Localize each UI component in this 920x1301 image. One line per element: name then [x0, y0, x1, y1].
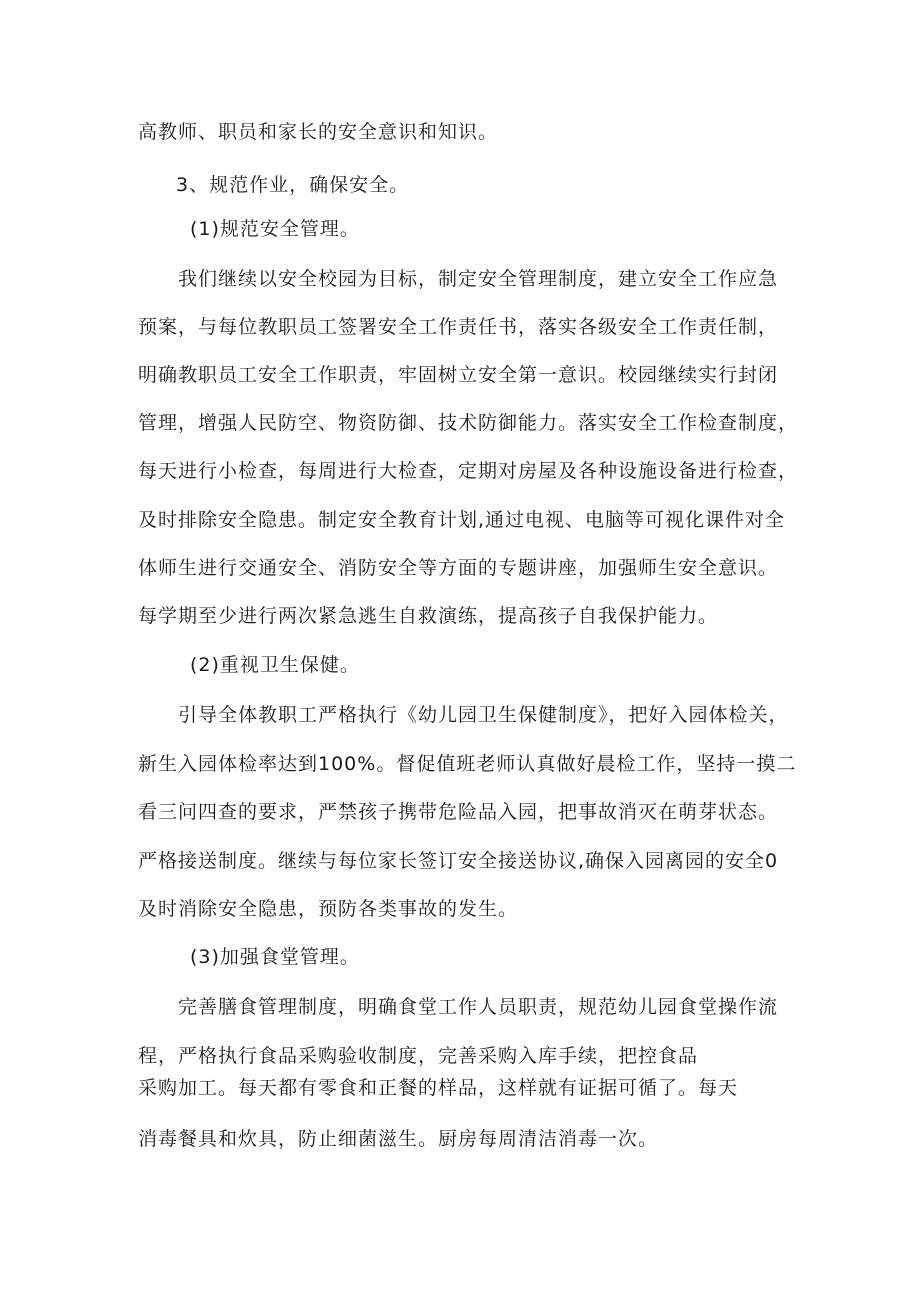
paragraph-line: 严格接送制度。继续与每位家长签订安全接送协议,确保入园离园的安全0 — [138, 850, 779, 872]
subsection-heading: (1)规范安全管理。 — [190, 218, 360, 240]
paragraph-line: 程，严格执行食品采购验收制度，完善采购入库手续，把控食品 — [138, 1045, 699, 1067]
section-heading: 3、规范作业，确保安全。 — [176, 174, 410, 196]
paragraph-line: 明确教职员工安全工作职责，牢固树立安全第一意识。校园继续实行封闭 — [138, 364, 779, 386]
paragraph-line: 新生入园体检率达到100%。督促值班老师认真做好晨检工作，坚持一摸二 — [138, 753, 797, 775]
paragraph-line: 看三问四查的要求，严禁孩子携带危险品入园，把事故消灭在萌芽状态。 — [138, 801, 779, 823]
subsection-heading: (3)加强食堂管理。 — [190, 946, 360, 968]
paragraph-line: 我们继续以安全校园为目标，制定安全管理制度，建立安全工作应急 — [178, 268, 779, 290]
paragraph-line: 每学期至少进行两次紧急逃生自救演练，提高孩子自我保护能力。 — [138, 605, 719, 627]
paragraph-line: 消毒餐具和炊具，防止细菌滋生。厨房每周清洁消毒一次。 — [138, 1128, 659, 1150]
subsection-heading: (2)重视卫生保健。 — [190, 654, 360, 676]
paragraph-line: 每天进行小检查，每周进行大检查，定期对房屋及各种设施设备进行检查， — [138, 460, 799, 482]
paragraph-line: 管理，增强人民防空、物资防御、技术防御能力。落实安全工作检查制度， — [138, 412, 799, 434]
paragraph-line: 采购加工。每天都有零食和正餐的样品，这样就有证据可循了。每天 — [138, 1077, 739, 1099]
paragraph-line: 完善膳食管理制度，明确食堂工作人员职责，规范幼儿园食堂操作流 — [178, 996, 779, 1018]
paragraph-line: 引导全体教职工严格执行《幼儿园卫生保健制度》，把好入园体检关， — [178, 704, 789, 726]
paragraph-line: 高教师、职员和家长的安全意识和知识。 — [138, 121, 499, 143]
paragraph-line: 及时消除安全隐患，预防各类事故的发生。 — [138, 898, 519, 920]
paragraph-line: 及时排除安全隐患。制定安全教育计划,通过电视、电脑等可视化课件对全 — [138, 509, 786, 531]
paragraph-line: 预案，与每位教职员工签署安全工作责任书，落实各级安全工作责任制， — [138, 316, 779, 338]
paragraph-line: 体师生进行交通安全、消防安全等方面的专题讲座，加强师生安全意识。 — [138, 557, 779, 579]
